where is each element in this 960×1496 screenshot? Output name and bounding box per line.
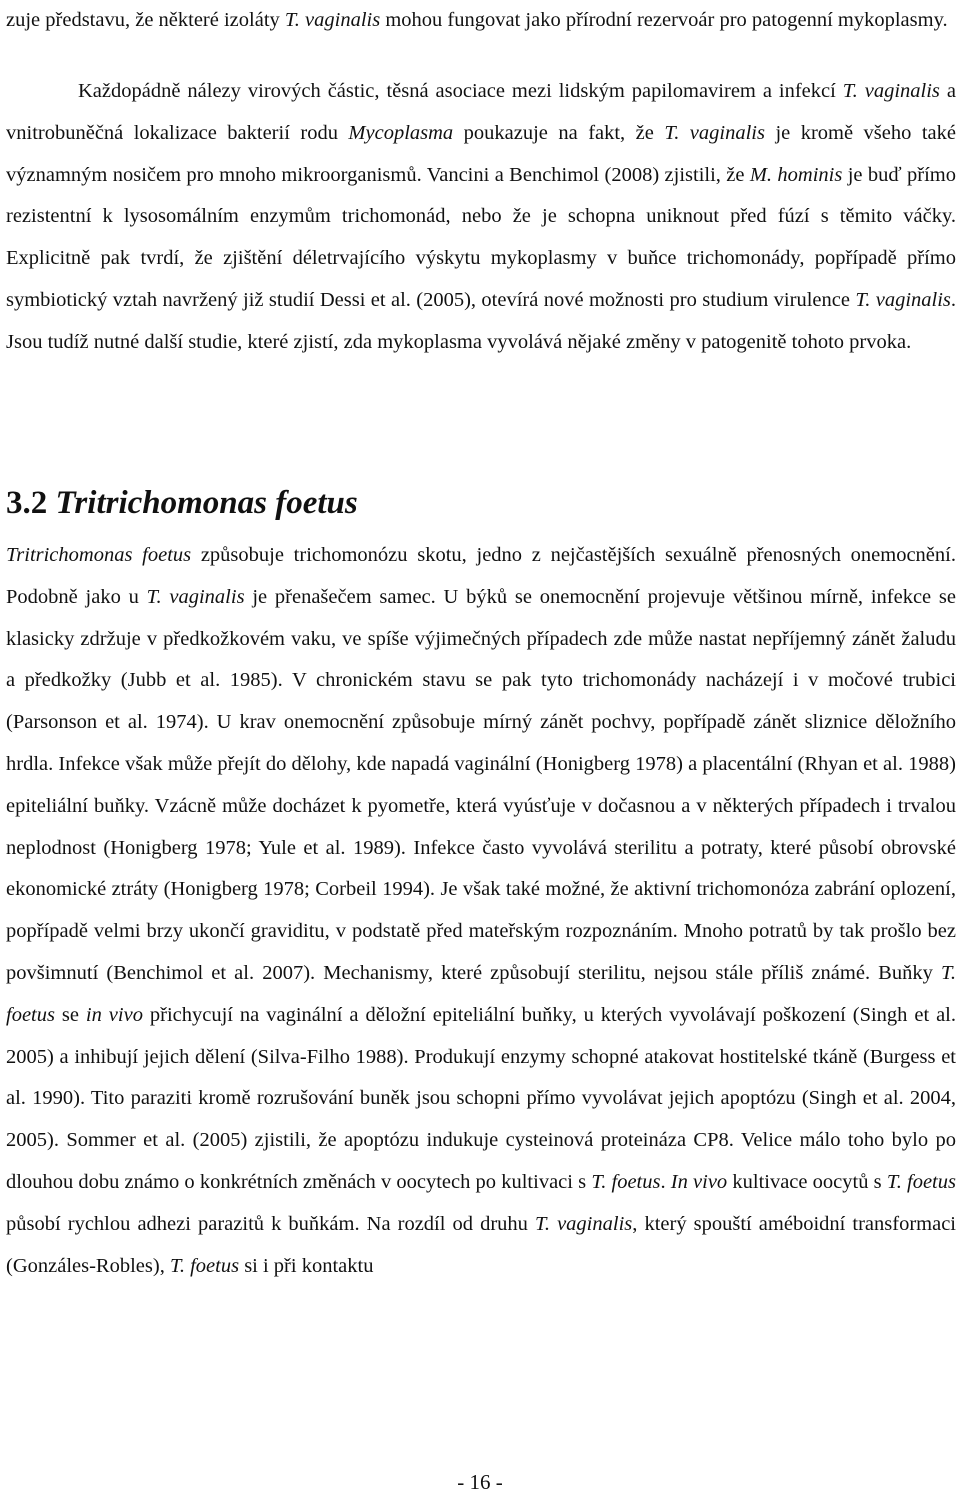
italic-term: T. vaginalis <box>535 1212 633 1235</box>
text-run: způsobuje trichomonózu skotu, jedno z nejčastějších sexuálně přenosných onemocnění. Podobně jako u <box>6 544 956 608</box>
italic-term: T. foetus <box>6 961 956 1026</box>
italic-term: T. vaginalis <box>284 9 381 31</box>
italic-term: T. foetus <box>169 1254 240 1277</box>
section-heading <box>6 478 956 528</box>
text-run: je přenašečem samec. U býků se onemocnění projevuje většinou mírně, infekce se klasicky zdržuje v předkožkovém vaku, ve spíše výjimečných případech zde může nastat nepříjemný zánět žaludu a předkožky (Jubb et al. 1985). V chronickém stavu se pak tyto trichomonády nacházejí i v močové trubici (Parsonson et al. 1974). U krav onemocnění způsobuje mírný zánět pochvy, popřípadě zánět sliznice děložního hrdla. Infekce však může přejít do dělohy, kde napadá vaginální (Honigberg 1978) a placentální (Rhyan et al. 1988) epiteliální buňky. Vzácně může docházet k pyometře, která vyúsťuje v dočasnou a v některých případech i trvalou neplodnost (Honigberg 1978; Yule et al. 1989). Infekce často vyvolává sterilitu a potraty, které působí obrovské ekonomické ztráty (Honigberg 1978; Corbeil 1994). Je však také možné, že aktivní trichomonóza zabrání oplození, popřípadě velmi brzy ukončí graviditu, v podstatě před mateřským rozpoznáním. Mnoho potratů by tak prošlo bez povšimnutí (Benchimol et al. 2007). Mechanismy, které způsobují sterilitu, nejsou stále příliš známé. Buňky <box>6 585 956 984</box>
italic-term: T. foetus <box>886 1170 956 1193</box>
italic-term: M. hominis <box>749 163 843 186</box>
text-run: , který spouští améboidní transformaci (Gonzáles-Robles), <box>6 1212 957 1277</box>
page-number: - 16 - <box>457 1470 503 1494</box>
italic-term: in vivo <box>85 1003 143 1026</box>
paragraph-tritrichomonas <box>6 535 956 1287</box>
paragraph-findings <box>6 71 956 364</box>
italic-term: Mycoplasma <box>348 121 454 144</box>
section-title: Tritrichomonas foetus <box>55 485 358 521</box>
text-run: je buď přímo rezistentní k lysosomálním enzymům trichomonád, nebo že je schopna uniknout před fúzí s těmito váčky. Explicitně pak tvrdí, že zjištění déletrvajícího výskytu mykoplasmy v buňce trichomonády, popřípadě přímo symbiotický vztah navržený již studií Dessi et al. (2005), otevírá nové možnosti pro studium virulence <box>6 163 956 311</box>
italic-term: T. vaginalis <box>842 80 940 102</box>
text-run: . Jsou tudíž nutné další studie, které zjistí, zda mykoplasma vyvolává nějaké změny v patogenitě tohoto prvoka. <box>6 288 957 353</box>
italic-term: T. vaginalis <box>855 288 951 311</box>
text-run: kultivace oocytů s <box>727 1170 887 1193</box>
paragraph-continued <box>6 0 956 42</box>
italic-term: T. foetus <box>591 1170 661 1193</box>
text-run: a vnitrobuněčná lokalizace bakterií rodu <box>6 80 956 144</box>
italic-term: In vivo <box>670 1170 728 1193</box>
text-run: Každopádně nálezy virových částic, těsná asociace mezi lidským papilomavirem a infekcí <box>78 80 843 102</box>
text-run: . <box>660 1170 671 1193</box>
text-run: se <box>54 1003 86 1026</box>
text-run: je kromě všeho také významným nosičem pro mnoho mikroorganismů. Vancini a Benchimol (2008) zjistili, že <box>6 121 956 186</box>
italic-term: T. vaginalis <box>664 121 765 144</box>
text-run: přichycují na vaginální a děložní epiteliální buňky, u kterých vyvolávají poškození (Singh et al. 2005) a inhibují jejich dělení (Silva-Filho 1988). Produkují enzymy schopné atakovat hostitelské tkáně (Burgess et al. 1990). Tito paraziti kromě rozrušování buněk jsou schopni přímo vyvolávat jejich apoptózu (Singh et al. 2004, 2005). Sommer et al. (2005) zjistili, že apoptózu indukuje cysteinová proteináza CP8. Velice málo toho bylo po dlouhou dobu známo o konkrétních změnách v oocytech po kultivaci s <box>6 1003 956 1193</box>
italic-term: T. vaginalis <box>146 585 245 608</box>
text-run: mohou fungovat jako přírodní rezervoár pro patogenní mykoplasmy. <box>380 9 948 31</box>
text-run: poukazuje na fakt, že <box>453 121 665 144</box>
italic-term: Tritrichomonas foetus <box>6 544 192 566</box>
section-number: 3.2 <box>6 485 56 521</box>
text-run: působí rychlou adhezi parazitů k buňkám. Na rozdíl od druhu <box>6 1212 535 1235</box>
text-run: si i při kontaktu <box>239 1254 374 1277</box>
text-run: zuje představu, že některé izoláty <box>6 9 285 31</box>
